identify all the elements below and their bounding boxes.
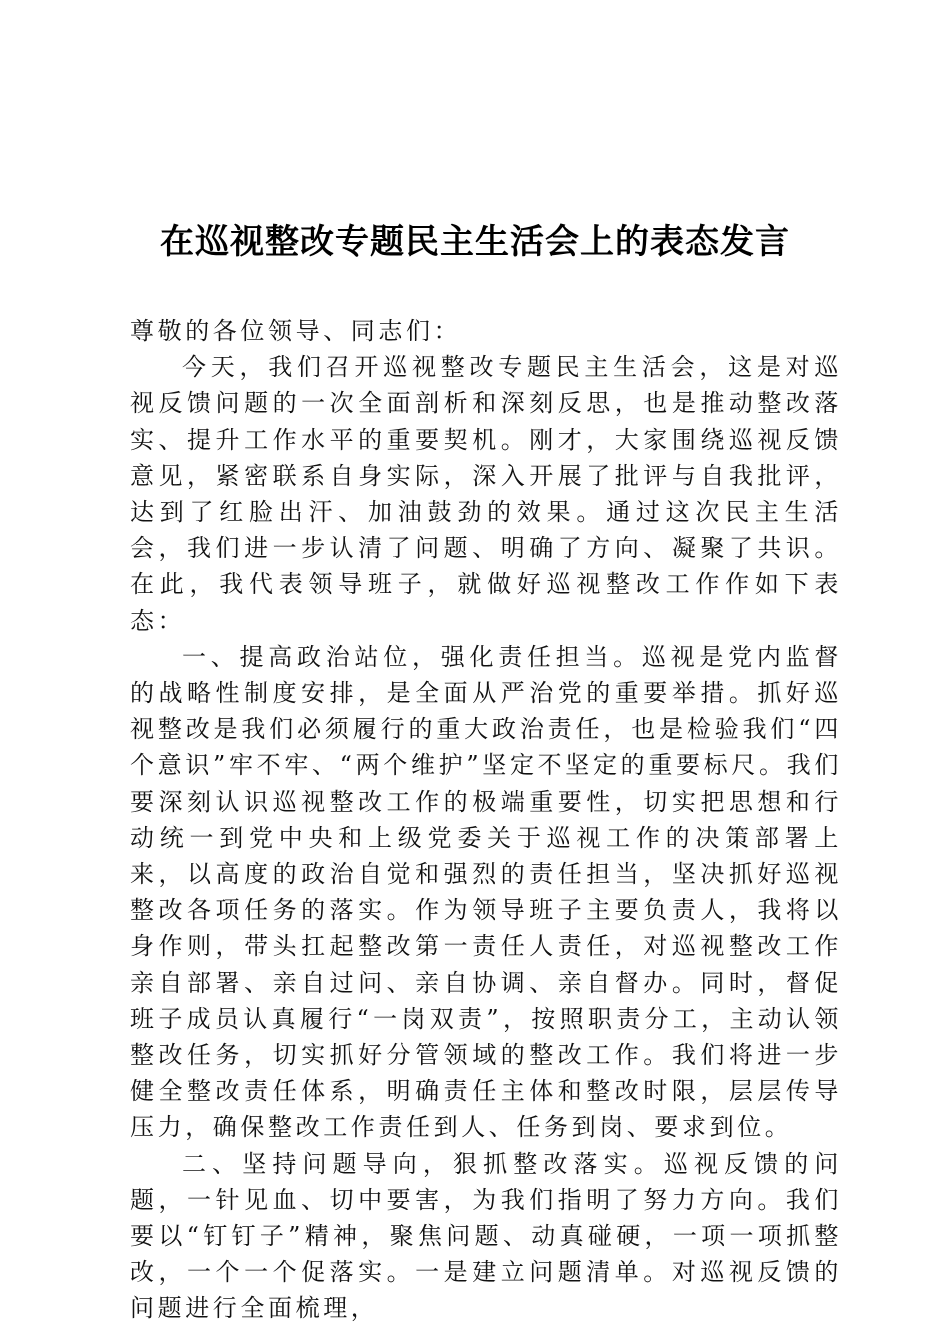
paragraph-section-two: 二、坚持问题导向，狠抓整改落实。巡视反馈的问题，一针见血、切中要害，为我们指明了努力方向。我们要以“钉钉子”精神，聚焦问题、动真碰硬，一项一项抓整改，一个一个促落实。一是建立问题清单。对巡视反馈的问题进行全面梳理， xyxy=(130,1149,842,1323)
document-body xyxy=(130,313,842,1327)
salutation: 尊敬的各位领导、同志们： xyxy=(130,317,462,345)
paragraph-opening: 今天，我们召开巡视整改专题民主生活会，这是对巡视反馈问题的一次全面剖析和深刻反思，也是推动整改落实、提升工作水平的重要契机。刚才，大家围绕巡视反馈意见，紧密联系自身实际，深入开展了批评与自我批评，达到了红脸出汗、加油鼓劲的效果。通过这次民主生活会，我们进一步认清了问题、明确了方向、凝聚了共识。在此，我代表领导班子，就做好巡视整改工作作如下表态： xyxy=(130,353,842,635)
paragraph-section-one: 一、提高政治站位，强化责任担当。巡视是党内监督的战略性制度安排，是全面从严治党的重要举措。抓好巡视整改是我们必须履行的重大政治责任，也是检验我们“四个意识”牢不牢、“两个维护”坚定不坚定的重要标尺。我们要深刻认识巡视整改工作的极端重要性，切实把思想和行动统一到党中央和上级党委关于巡视工作的决策部署上来，以高度的政治自觉和强烈的责任担当，坚决抓好巡视整改各项任务的落实。作为领导班子主要负责人，我将以身作则，带头扛起整改第一责任人责任，对巡视整改工作亲自部署、亲自过问、亲自协调、亲自督办。同时，督促班子成员认真履行“一岗双责”，按照职责分工，主动认领整改任务，切实抓好分管领域的整改工作。我们将进一步健全整改责任体系，明确责任主体和整改时限，层层传导压力，确保整改工作责任到人、任务到岗、要求到位。 xyxy=(130,642,842,1142)
document-title: 在巡视整改专题民主生活会上的表态发言 xyxy=(160,222,790,262)
